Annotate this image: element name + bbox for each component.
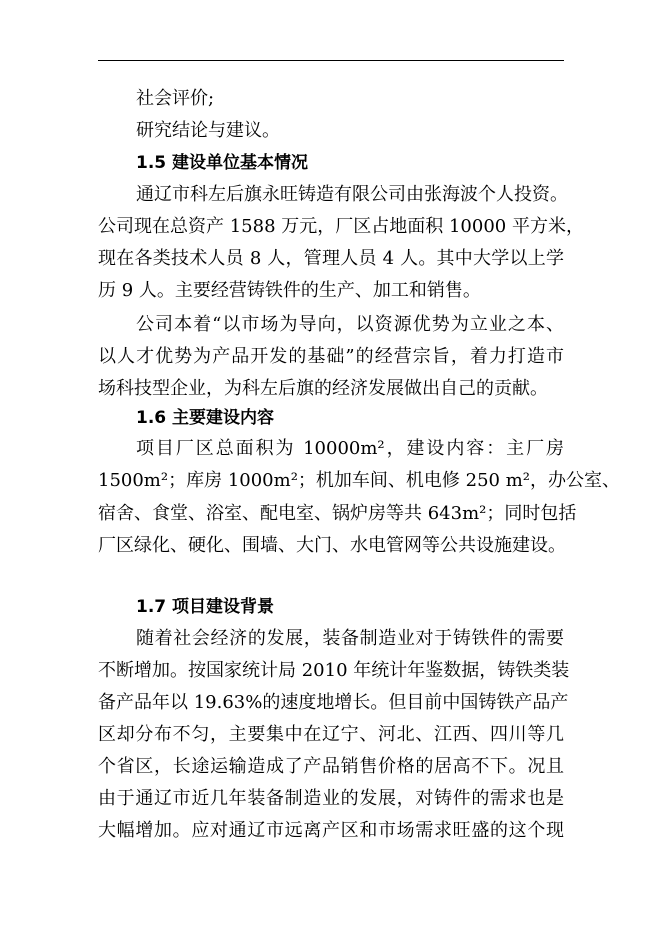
section-heading-1-7: 1.7 项目建设背景 [136,597,275,617]
paragraph-line: 公司现在总资产 1588 万元，厂区占地面积 10000 平方米， [98,216,584,237]
paragraph-line: 由于通辽市近几年装备制造业的发展，对铸件的需求也是 [98,788,564,809]
paragraph-line: 以人才优势为产品开发的基础”的经营宗旨，着力打造市 [98,346,564,367]
paragraph-line: 现在各类技术人员 8 人，管理人员 4 人。其中大学以上学 [98,248,564,269]
paragraph-line: 随着社会经济的发展，装备制造业对于铸铁件的需要 [136,628,564,649]
paragraph-line: 历 9 人。主要经营铸铁件的生产、加工和销售。 [98,280,481,301]
paragraph-line: 通辽市科左后旗永旺铸造有限公司由张海波个人投资。 [136,184,568,205]
header-rule [98,60,564,61]
paragraph-line: 大幅增加。应对通辽市远离产区和市场需求旺盛的这个现 [98,820,564,841]
paragraph-line: 个省区，长途运输造成了产品销售价格的居高不下。况且 [98,756,564,777]
paragraph-line: 厂区绿化、硬化、围墙、大门、水电管网等公共设施建设。 [98,535,566,556]
paragraph-line: 区却分布不匀，主要集中在辽宁、河北、江西、四川等几 [98,724,564,745]
paragraph-line: 宿舍、食堂、浴室、配电室、锅炉房等共 643m²；同时包括 [98,503,577,524]
paragraph-line: 项目厂区总面积为 10000m²，建设内容：主厂房 [136,438,564,459]
section-heading-1-6: 1.6 主要建设内容 [136,408,275,428]
section-heading-1-5: 1.5 建设单位基本情况 [136,153,309,173]
paragraph-line: 研究结论与建议。 [136,120,280,141]
paragraph-line: 1500m²；库房 1000m²；机加车间、机电修 250 m²，办公室、 [98,470,620,491]
paragraph-line: 不断增加。按国家统计局 2010 年统计年鉴数据，铸铁类装 [98,660,570,681]
paragraph-line: 公司本着“以市场为导向，以资源优势为立业之本、 [136,314,564,335]
paragraph-line: 备产品年以 19.63%的速度地增长。但目前中国铸铁产品产 [98,692,569,713]
paragraph-line: 社会评价; [136,88,215,109]
paragraph-line: 场科技型企业，为科左后旗的经济发展做出自己的贡献。 [98,378,548,399]
